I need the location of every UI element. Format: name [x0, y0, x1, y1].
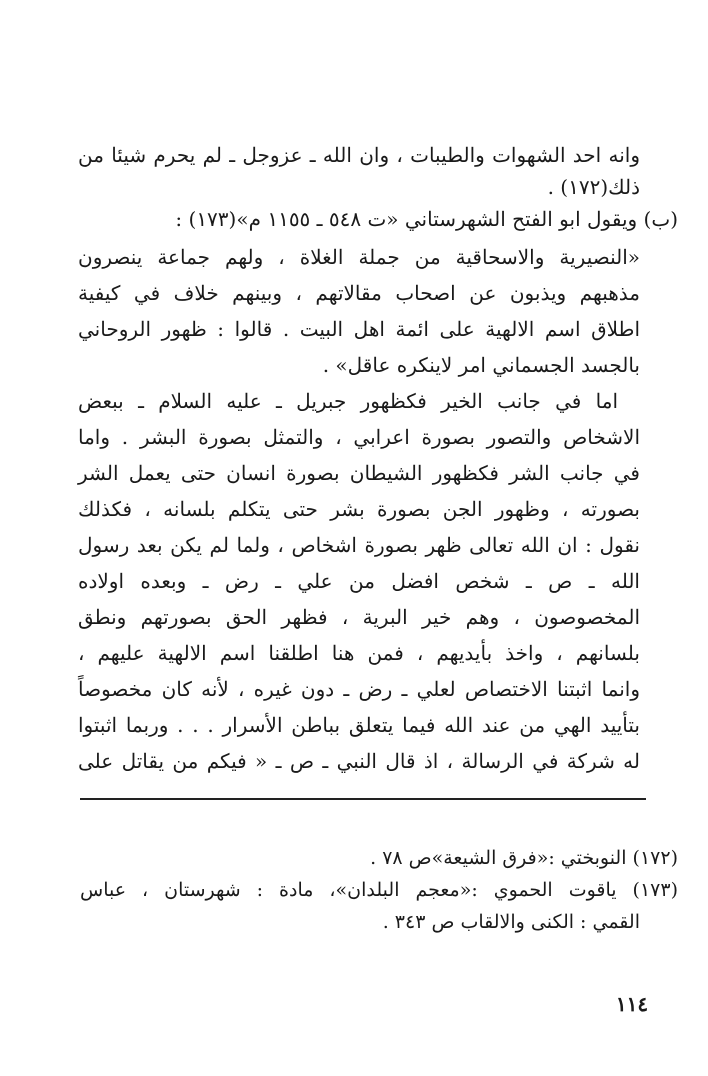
body-line-14: المخصوصون ، وهم خير البرية ، فظهر الحق بصورتهم ونطق — [78, 605, 640, 629]
footnote-173-line-2: القمي : الكنى والالقاب ص ٣٤٣ . — [382, 911, 640, 933]
page-number: ١١٤ — [615, 992, 649, 1016]
body-line-2: ذلك(١٧٢) . — [547, 175, 640, 199]
body-line-18: له شركة في الرسالة ، اذ قال النبي ـ ص ـ « فيكم من يقاتل على — [78, 749, 641, 773]
body-line-15: بلسانهم ، واخذ بأيديهم ، فمن هنا اطلقنا اسم الالهية عليهم ، — [78, 641, 640, 665]
footnote-divider — [80, 798, 646, 800]
body-line-16: وانما اثبتنا الاختصاص لعلي ـ رض ـ دون غيره ، لأنه كان مخصوصاً — [78, 677, 640, 701]
body-line-9: الاشخاص والتصور بصورة اعرابي ، والتمثل بصورة البشر . واما — [78, 425, 640, 449]
section-heading-b: (ب) ويقول ابو الفتح الشهرستاني «ت ٥٤٨ ـ ١١٥٥ م»(١٧٣) : — [175, 207, 678, 231]
body-line-12: نقول : ان الله تعالى ظهر بصورة اشخاص ، ولما لم يكن بعد رسول — [78, 533, 640, 557]
body-line-11: بصورته ، وظهور الجن بصورة بشر حتى يتكلم بلسانه ، فكذلك — [78, 497, 640, 521]
footnote-173-line-1: (١٧٣) ياقوت الحموي :«معجم البلدان»، مادة : شهرستان ، عباس — [80, 879, 678, 901]
quote-line-2: مذهبهم ويذبون عن اصحاب مقالاتهم ، وبينهم خلاف في كيفية — [78, 281, 640, 305]
quote-line-4: بالجسد الجسماني امر لاينكره عاقل» . — [322, 353, 640, 377]
body-line-8: اما في جانب الخير فكظهور جبريل ـ عليه السلام ـ ببعض — [78, 389, 618, 413]
body-line-10: في جانب الشر فكظهور الشيطان بصورة انسان حتى يعمل الشر — [78, 461, 640, 485]
quote-line-1: «النصيرية والاسحاقية من جملة الغلاة ، ولهم جماعة ينصرون — [78, 245, 640, 269]
body-line-1: وانه احد الشهوات والطيبات ، وان الله ـ عزوجل ـ لم يحرم شيئا من — [78, 143, 640, 167]
body-line-13: الله ـ ص ـ شخص افضل من علي ـ رض ـ وبعده اولاده — [78, 569, 640, 593]
footnote-172: (١٧٢) النوبختي :«فرق الشيعة»ص ٧٨ . — [370, 847, 678, 869]
body-line-17: بتأييد الهي من عند الله فيما يتعلق بباطن الأسرار . . . وربما اثبتوا — [78, 713, 640, 737]
quote-line-3: اطلاق اسم الالهية على ائمة اهل البيت . قالوا : ظهور الروحاني — [78, 317, 640, 341]
